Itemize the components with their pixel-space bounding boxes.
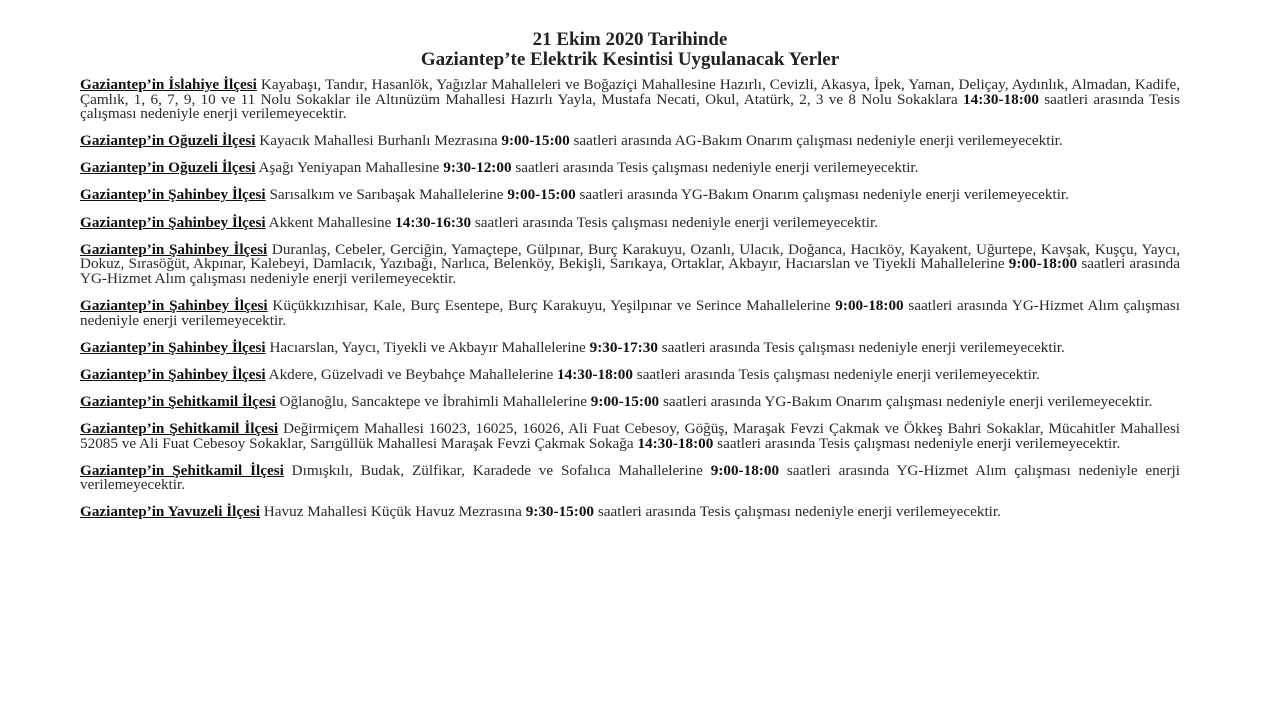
notice-reason: saatleri arasında YG-Bakım Onarım çalışması nedeniyle enerji verilemeyecektir. (659, 392, 1153, 410)
outage-notice (80, 188, 1180, 203)
notice-time-range: 9:30-15:00 (525, 503, 595, 521)
notice-time-range: 9:00-15:00 (507, 186, 576, 204)
document-title (80, 30, 1180, 70)
notice-locations: Aşağı Yeniyapan Mahallesine (255, 159, 444, 177)
notice-district: Gaziantep’in İslahiye İlçesi (80, 76, 257, 93)
notice-time-range: 9:00-18:00 (835, 296, 904, 314)
notice-list (80, 78, 1180, 520)
notice-reason: saatleri arasında Tesis çalışması nedeniyle enerji verilemeyecektir. (471, 213, 878, 231)
notice-time-range: 14:30-18:00 (557, 365, 633, 383)
notice-time-range: 14:30-18:00 (637, 434, 714, 452)
notice-time-range: 14:30-18:00 (963, 90, 1039, 108)
notice-reason: saatleri arasında YG-Bakım Onarım çalışması nedeniyle enerji verilemeyecektir. (575, 186, 1069, 204)
notice-district: Gaziantep’in Yavuzeli İlçesi (80, 503, 260, 521)
outage-notice (80, 134, 1180, 149)
notice-district: Gaziantep’in Şahinbey İlçesi (80, 365, 266, 383)
notice-locations: Oğlanoğlu, Sancaktepe ve İbrahimli Mahallelerine (275, 392, 591, 410)
notice-reason: saatleri arasında Tesis çalışması nedeniyle enerji verilemeyecektir. (80, 90, 1181, 123)
notice-locations: Kayabaşı, Tandır, Hasanlök, Yağızlar Mahalleleri ve Boğaziçi Mahallesine Hazırlı, Cevizli, Akasya, İpek, Yaman, Deliçay, Aydınlık, Almadan, Kadife, Çamlık, 1, 6, 7, 9, 10 ve 11 Nolu Sokaklar ile Altınüzüm Mahallesi Hazırlı Yayla, Mustafa Necati, Okul, Atatürk, 2, 3 ve 8 Nolu Sokaklara (80, 76, 1180, 108)
notice-district: Gaziantep’in Şahinbey İlçesi (80, 186, 266, 204)
notice-time-range: 9:30-12:00 (443, 159, 512, 177)
notice-locations: Duranlaş, Cebeler, Gerciğin, Yamaçtepe, Gülpınar, Burç Karakuyu, Ozanlı, Ulacık, Doğanca, Hacıköy, Kayakent, Uğurtepe, Kavşak, Kuşçu, Yaycı, Dokuz, Sırasöğüt, Akpınar, Kalebeyi, Damlacık, Yazıbağı, Narlıca, Belenköy, Bekişli, Sarıkaya, Ortaklar, Akbayır, Hacıarslan ve Tiyekli Mahallelerine (80, 240, 1181, 273)
notice-district: Gaziantep’in Şahinbey İlçesi (80, 338, 266, 356)
outage-notice (80, 240, 1181, 287)
outage-notice (80, 296, 1180, 329)
notice-reason: saatleri arasında Tesis çalışması nedeniyle enerji verilemeyecektir. (657, 338, 1065, 356)
outage-notice (80, 78, 1180, 122)
outage-notice (80, 338, 1180, 356)
notice-reason: saatleri arasında YG-Hizmet Alım çalışması nedeniyle enerji verilemeyecektir. (80, 296, 1180, 329)
notice-time-range: 9:00-15:00 (590, 392, 660, 410)
notice-locations: Hacıarslan, Yaycı, Tiyekli ve Akbayır Mahallelerine (265, 338, 590, 356)
notice-reason: saatleri arasında Tesis çalışması nedeniyle enerji verilemeyecektir. (511, 159, 919, 177)
notice-district: Gaziantep’in Şahinbey İlçesi (80, 213, 266, 231)
notice-locations: Dımışkılı, Budak, Zülfikar, Karadede ve Sofalıca Mahallelerine (283, 461, 711, 479)
notice-reason: saatleri arasında Tesis çalışması nedeniyle enerji verilemeyecektir. (594, 503, 1001, 521)
notice-district: Gaziantep’in Şahinbey İlçesi (80, 296, 268, 314)
notice-reason: saatleri arasında Tesis çalışması nedeniyle enerji verilemeyecektir. (713, 434, 1121, 452)
notice-time-range: 9:00-18:00 (710, 461, 780, 479)
notice-reason: saatleri arasında YG-Hizmet Alım çalışması nedeniyle enerji verilemeyecektir. (80, 255, 1180, 287)
notice-locations: Değirmiçem Mahallesi 16023, 16025, 16026, Ali Fuat Cebesoy, Göğüş, Maraşak Fevzi Çakmak ve Ökkeş Bahri Sokaklar, Mücahitler Mahallesi 52085 ve Ali Fuat Cebesoy Sokaklar, Sarıgüllük Mahallesi Maraşak Fevzi Çakmak Sokağa (80, 419, 1180, 452)
notice-locations: Akkent Mahallesine (265, 213, 396, 231)
notice-time-range: 9:00-15:00 (501, 132, 570, 150)
outage-notice (80, 505, 1180, 520)
notice-district: Gaziantep’in Oğuzeli İlçesi (80, 132, 256, 150)
title-line-date: 21 Ekim 2020 Tarihinde (532, 29, 728, 50)
outage-notice (80, 213, 1180, 231)
notice-reason: saatleri arasında AG-Bakım Onarım çalışması nedeniyle enerji verilemeyecektir. (569, 132, 1063, 150)
notice-locations: Sarısalkım ve Sarıbaşak Mahallelerine (265, 186, 508, 204)
outage-notice (80, 461, 1180, 494)
notice-reason: saatleri arasında Tesis çalışması nedeniyle enerji verilemeyecektir. (632, 365, 1040, 383)
notice-locations: Kayacık Mahallesi Burhanlı Mezrasına (255, 132, 502, 150)
notice-locations: Küçükkızıhisar, Kale, Burç Esentepe, Burç Karakuyu, Yeşilpınar ve Serince Mahallelerine (267, 296, 836, 314)
outage-notice (80, 419, 1180, 452)
notice-time-range: 9:00-18:00 (1008, 255, 1078, 273)
notice-reason: saatleri arasında YG-Hizmet Alım çalışması nedeniyle enerji verilemeyecektir. (80, 461, 1180, 494)
notice-district: Gaziantep’in Şahinbey İlçesi (80, 240, 268, 258)
notice-district: Gaziantep’in Şehitkamil İlçesi (80, 392, 276, 410)
notice-locations: Akdere, Güzelvadi ve Beybahçe Mahallelerine (265, 365, 558, 383)
notice-locations: Havuz Mahallesi Küçük Havuz Mezrasına (260, 503, 526, 521)
outage-notice (80, 365, 1180, 383)
title-line-subject: Gaziantep’te Elektrik Kesintisi Uygulanacak Yerler (420, 49, 840, 70)
notice-time-range: 9:30-17:30 (589, 338, 658, 356)
notice-time-range: 14:30-16:30 (395, 213, 472, 231)
notice-district: Gaziantep’in Oğuzeli İlçesi (80, 159, 256, 177)
outage-notice (80, 392, 1180, 410)
notice-district: Gaziantep’in Şehitkamil İlçesi (80, 419, 279, 437)
notice-district: Gaziantep’in Şehitkamil İlçesi (80, 461, 284, 479)
outage-notice (80, 161, 1180, 176)
